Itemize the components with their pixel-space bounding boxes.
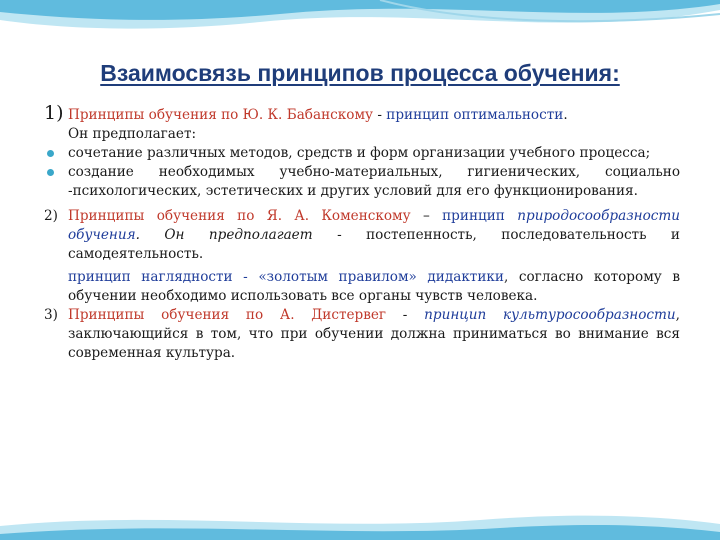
document-body: [44, 104, 680, 363]
section-2-dash: –: [410, 208, 443, 224]
section-1-author: по Ю. К. Бабанскому: [221, 107, 374, 123]
section-1-dash: -: [373, 107, 387, 123]
section-2-assumes: . Он предполагает: [135, 227, 313, 243]
bullet-dot-icon: [47, 169, 54, 176]
section-2-rest: - постепенность, последовательность и самодеятельность.: [68, 227, 680, 262]
section-1-tail: .: [563, 107, 568, 123]
section-2-author: по Я. А. Коменскому: [237, 208, 411, 224]
section-1-bullet-1: [44, 144, 680, 163]
section-2-lead: Принципы обучения: [68, 208, 225, 224]
bullet-dot-icon: [47, 150, 54, 157]
bullet-text: создание необходимых учебно-материальных, гигиенических, социально -психологических, эстетических и других условий для его функционирования.: [68, 164, 680, 199]
section-1-principle: принцип оптимальности: [386, 107, 564, 123]
section-3-rest: , заключающийся в том, что при обучении должна приниматься во внимание вся современная культура.: [68, 307, 680, 361]
section-1-number: 1): [44, 102, 64, 124]
section-2-visual: [44, 268, 680, 306]
section-2-number: 2): [44, 208, 58, 224]
section-2: [44, 207, 680, 264]
section-2-visual-principle: принцип наглядности - «золотым правилом» дидактики: [68, 269, 504, 285]
section-3: [44, 306, 680, 363]
section-2-principle-a: принцип: [442, 208, 505, 224]
section-1-assumes: Он предполагает:: [68, 126, 197, 142]
page-title: Взаимосвязь принципов процесса обучения:: [100, 60, 620, 86]
section-1-bullet-2: [44, 163, 680, 201]
section-2-principle-b: природосообразности обучения: [68, 208, 681, 243]
section-3-number: 3): [44, 307, 58, 323]
bottom-wave-decoration: [0, 480, 720, 540]
bullet-text: сочетание различных методов, средств и форм организации учебного процесса;: [68, 145, 651, 161]
section-2-visual-rest: , согласно которому в обучении необходимо использовать все органы чувств человека.: [68, 269, 680, 304]
section-3-author: по А. Дистервег: [245, 307, 387, 323]
section-3-dash: -: [386, 307, 425, 323]
section-3-principle: принцип культуросообразности: [424, 307, 676, 323]
section-1: [44, 104, 680, 125]
section-1-lead: Принципы обучения: [68, 107, 217, 123]
section-3-lead: Принципы обучения: [68, 307, 230, 323]
